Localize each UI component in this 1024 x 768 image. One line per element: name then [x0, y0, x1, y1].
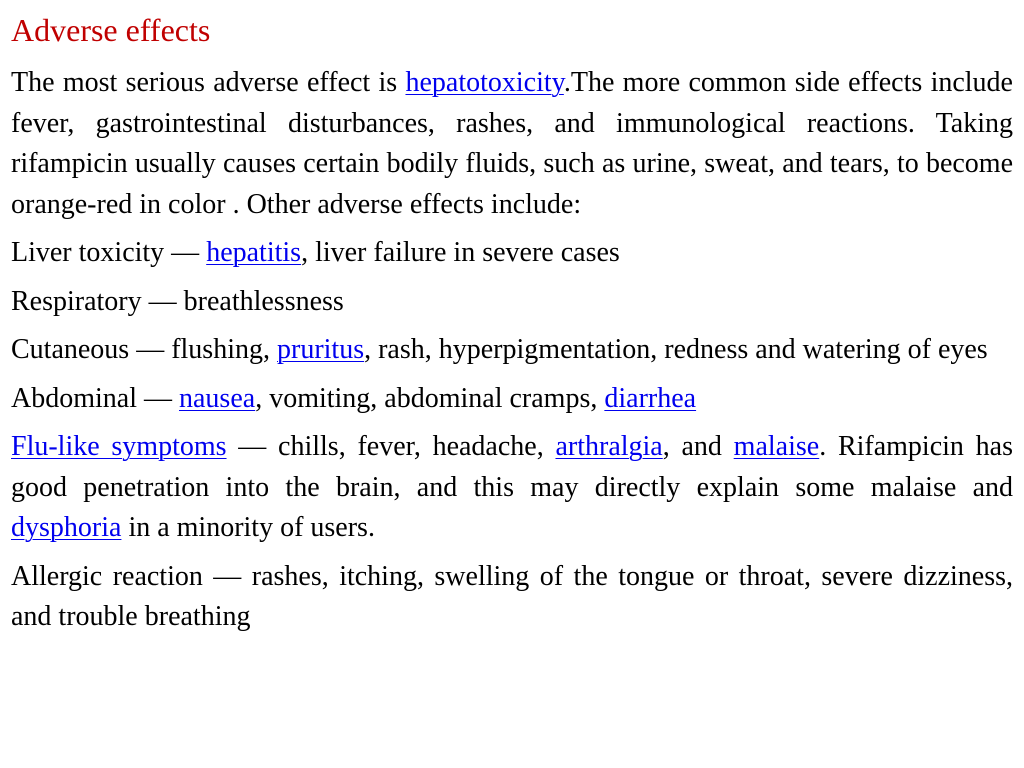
- flu-text-2: , and: [662, 431, 734, 462]
- intro-text-2: .The more common side effects include fever, gastrointestinal disturbances, rashes, and immunological reactions. Taking rifampicin usually causes certain bodily fluids, such as urine, sweat, and tears, to become orange-red in color . Other adverse effects include:: [11, 67, 1013, 220]
- abdominal-paragraph: [11, 379, 1013, 420]
- abdominal-text-1: Abdominal —: [11, 382, 179, 414]
- arthralgia-link[interactable]: arthralgia: [555, 431, 663, 462]
- dysphoria-link[interactable]: dysphoria: [11, 512, 122, 543]
- flu-like-symptoms-link[interactable]: Flu-like symptoms: [11, 431, 227, 462]
- intro-paragraph: [11, 63, 1013, 225]
- cutaneous-text-2: , rash, hyperpigmentation, redness and watering of eyes: [364, 334, 988, 365]
- respiratory-paragraph: [11, 282, 1013, 323]
- abdominal-text-2: , vomiting, abdominal cramps,: [255, 382, 605, 414]
- slide: [11, 8, 1013, 638]
- cutaneous-paragraph: [11, 330, 1013, 371]
- hepatitis-link[interactable]: hepatitis: [206, 237, 302, 268]
- intro-text-1: The most serious adverse effect is: [11, 67, 406, 98]
- liver-text-2: , liver failure in severe cases: [301, 237, 620, 268]
- respiratory-text: Respiratory — breathlessness: [11, 285, 344, 317]
- flu-like-paragraph: [11, 427, 1013, 549]
- flu-text-3: . Rifampicin has good penetration into the brain, and this may directly explain some malaise and: [11, 431, 1013, 503]
- cutaneous-text-1: Cutaneous — flushing,: [11, 334, 277, 365]
- allergic-reaction-paragraph: [11, 557, 1013, 638]
- hepatotoxicity-link[interactable]: hepatotoxicity: [405, 67, 564, 98]
- malaise-link[interactable]: malaise: [733, 431, 820, 462]
- allergic-text: Allergic reaction — rashes, itching, swelling of the tongue or throat, severe dizziness, and trouble breathing: [11, 560, 1013, 632]
- diarrhea-link[interactable]: diarrhea: [604, 382, 697, 414]
- flu-text-1: — chills, fever, headache,: [226, 431, 556, 462]
- page-title: Adverse effects: [11, 12, 211, 48]
- liver-text-1: Liver toxicity —: [11, 237, 207, 268]
- liver-toxicity-paragraph: [11, 233, 1013, 274]
- flu-text-4: in a minority of users.: [121, 512, 375, 543]
- pruritus-link[interactable]: pruritus: [277, 334, 365, 365]
- nausea-link[interactable]: nausea: [179, 382, 256, 414]
